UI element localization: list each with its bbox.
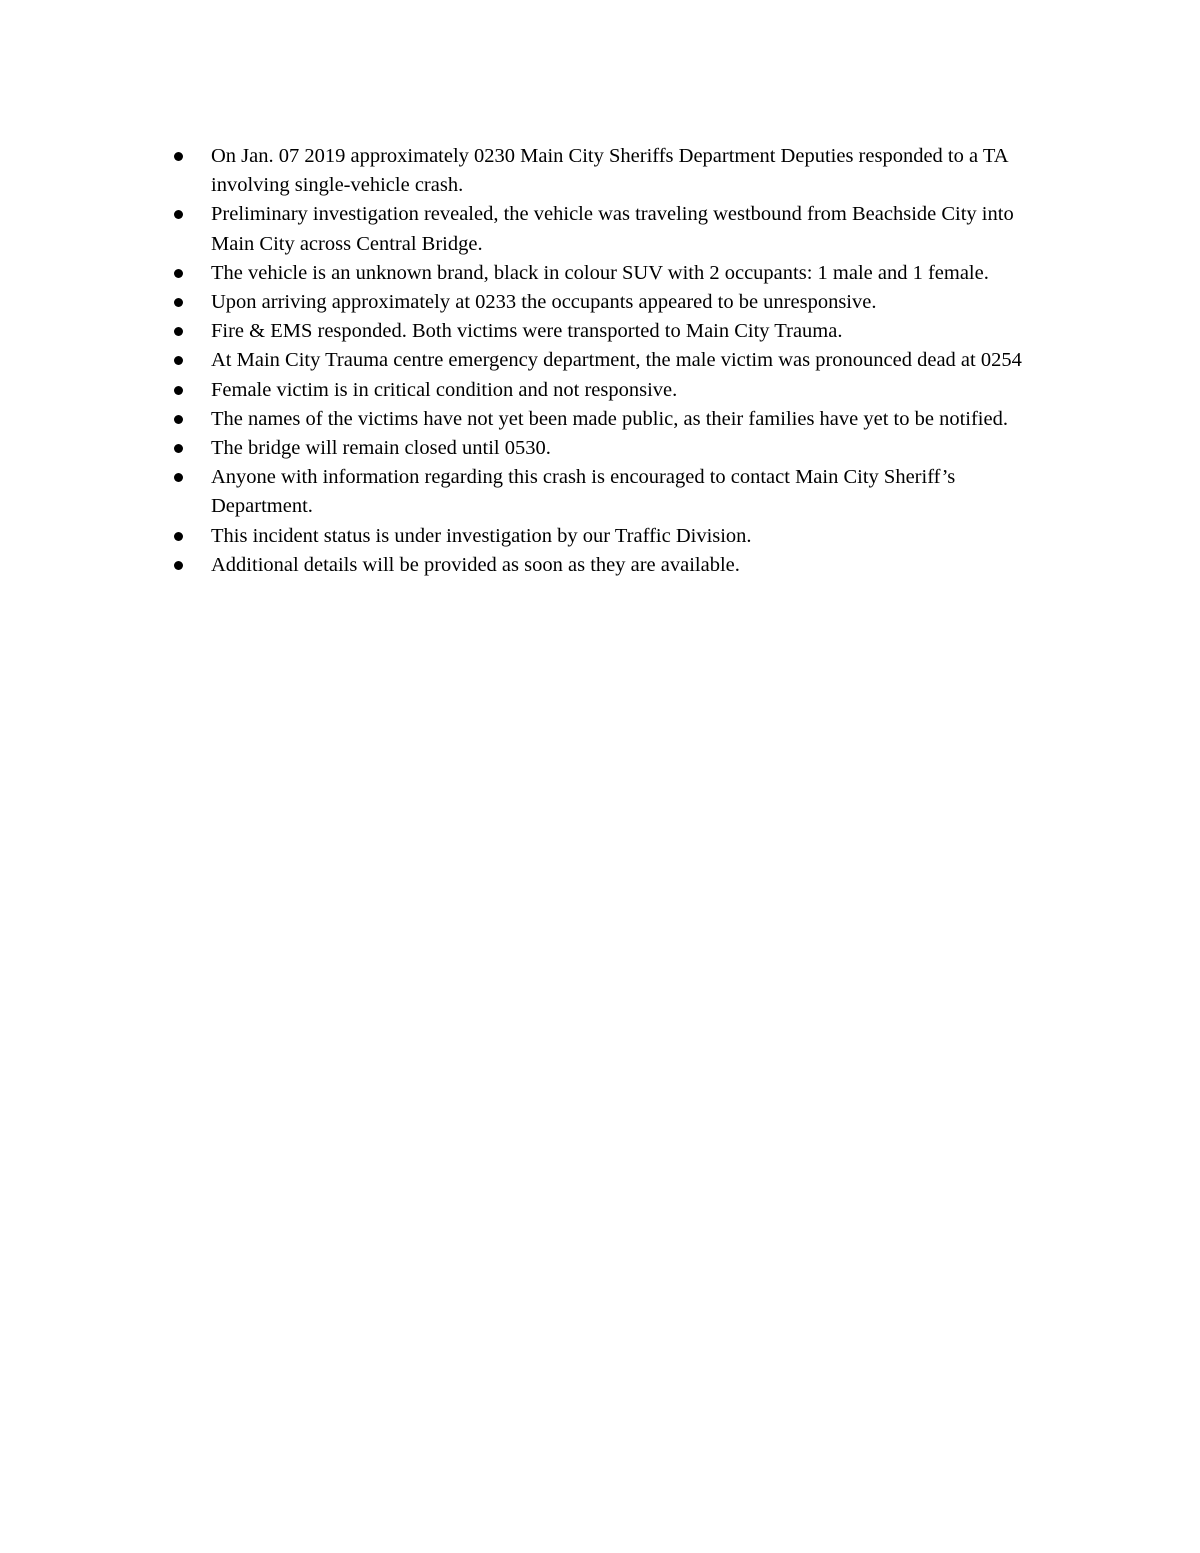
bullet-icon (174, 269, 183, 278)
list-item (0, 434, 1061, 463)
bullet-icon (174, 532, 183, 541)
list-item (0, 551, 1061, 580)
list-item (0, 405, 1061, 434)
list-item-text: Anyone with information regarding this crash is encouraged to contact Main City Sheriff’s Department. (211, 466, 956, 518)
list-item (0, 142, 1061, 200)
bullet-icon (174, 356, 183, 365)
list-item-text: On Jan. 07 2019 approximately 0230 Main City Sheriffs Department Deputies responded to a TA involving single-vehicle crash. (211, 145, 1008, 197)
list-item (0, 259, 1061, 288)
list-item (0, 522, 1061, 551)
bullet-icon (174, 210, 183, 219)
list-item-text: Upon arriving approximately at 0233 the occupants appeared to be unresponsive. (211, 291, 877, 314)
bullet-icon (174, 298, 183, 307)
bullet-icon (174, 444, 183, 453)
bullet-icon (174, 386, 183, 395)
bullet-icon (174, 327, 183, 336)
bullet-icon (174, 473, 183, 482)
list-item (0, 463, 1061, 521)
bullet-icon (174, 415, 183, 424)
incident-bullet-list (0, 142, 1200, 580)
list-item (0, 288, 1061, 317)
list-item-text: Preliminary investigation revealed, the vehicle was traveling westbound from Beachside City into Main City across Central Bridge. (211, 203, 1014, 255)
list-item-text: Female victim is in critical condition and not responsive. (211, 378, 678, 401)
list-item (0, 317, 1061, 346)
list-item-text: The names of the victims have not yet been made public, as their families have yet to be notified. (211, 407, 1008, 430)
list-item (0, 346, 1061, 375)
list-item-text: Additional details will be provided as soon as they are available. (211, 553, 740, 576)
list-item-text: At Main City Trauma centre emergency department, the male victim was pronounced dead at 0254 (211, 349, 1022, 372)
list-item (0, 200, 1061, 258)
bullet-icon (174, 561, 183, 570)
list-item-text: This incident status is under investigation by our Traffic Division. (211, 524, 752, 547)
list-item (0, 376, 1061, 405)
list-item-text: The vehicle is an unknown brand, black in colour SUV with 2 occupants: 1 male and 1 female. (211, 261, 989, 284)
bullet-icon (174, 152, 183, 161)
list-item-text: Fire & EMS responded. Both victims were transported to Main City Trauma. (211, 320, 843, 343)
list-item-text: The bridge will remain closed until 0530. (211, 437, 551, 460)
